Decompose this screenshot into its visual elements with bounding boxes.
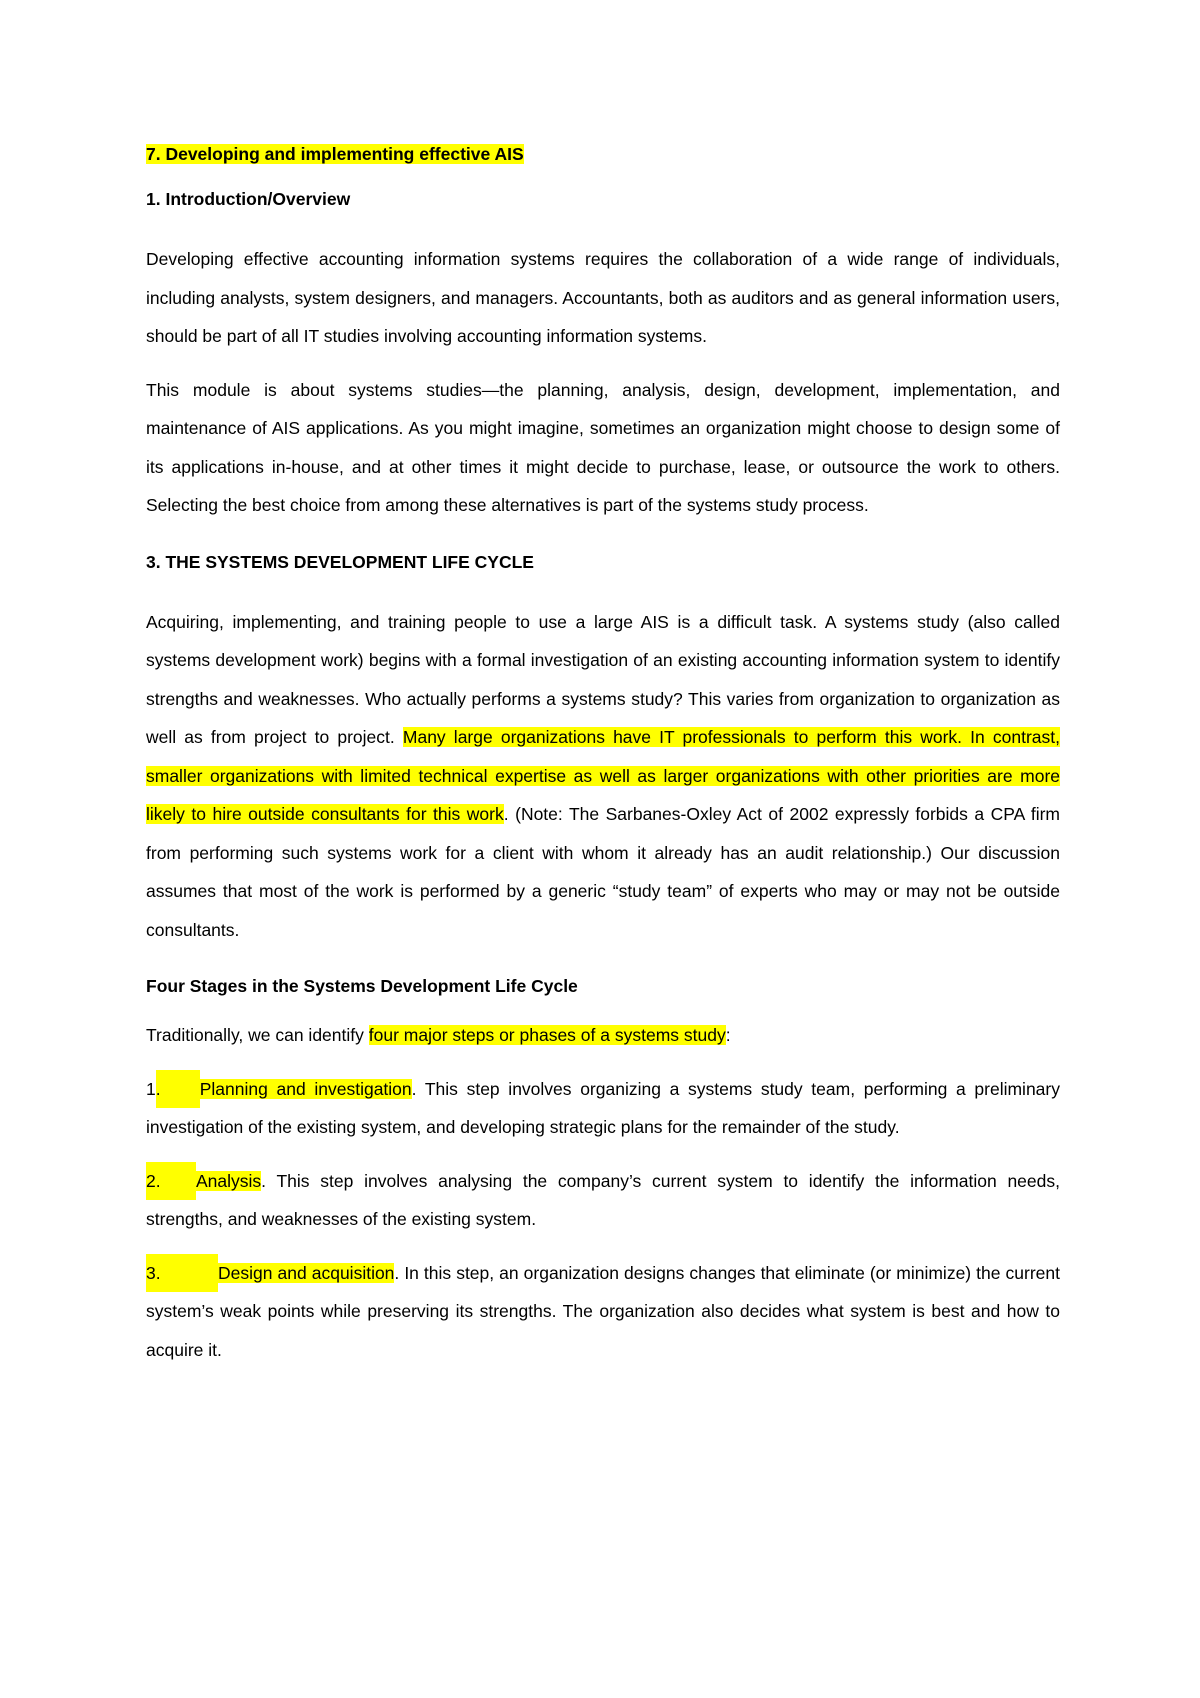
list-item-text: . In this step, an organization designs changes that eliminate (or minimize) the current system’s weak points while preserving its strengths. The organization also decides what system is best and how to acquire it.	[146, 1262, 1060, 1360]
sdlc-text-after: . (Note: The Sarbanes-Oxley Act of 2002 expressly forbids a CPA firm from performing such systems work for a client with whom it already has an audit relationship.) Our discussion assumes that most of the work is performed by a generic “study team” of experts who may or may not be outside consultants.	[146, 804, 1060, 940]
list-item-text: . This step involves analysing the company’s current system to identify the information needs, strengths, and weaknesses of the existing system.	[146, 1170, 1060, 1229]
intro-paragraph-1: Developing effective accounting information systems requires the collaboration of a wide range of individuals, including analysts, system designers, and managers. Accountants, both as auditors and as general information users, should be part of all IT studies involving accounting information systems.	[146, 249, 1060, 346]
title-highlight: 7. Developing and implementing effective AIS	[146, 144, 524, 164]
sdlc-paragraph	[146, 603, 1060, 950]
list-number-highlight: 3.	[146, 1254, 218, 1293]
document-title	[146, 144, 1060, 164]
list-number-highlight: .	[156, 1070, 200, 1109]
section-heading-introduction: 1. Introduction/Overview	[146, 189, 351, 209]
list-item	[146, 1162, 1060, 1239]
stages-intro-highlight: four major steps or phases of a systems study	[368, 1025, 726, 1045]
list-item	[146, 1254, 1060, 1370]
list-item-number	[146, 1079, 200, 1099]
list-item	[146, 1070, 1060, 1147]
list-item-term: Analysis	[196, 1170, 262, 1191]
sdlc-text-before: Acquiring, implementing, and training people to use a large AIS is a difficult task. A systems study (also called systems development work) begins with a formal investigation of an existing accounting information system to identify strengths and weaknesses. Who actually performs a systems study? This varies from organization to organization as well as from project to project.	[146, 611, 1060, 747]
list-item-term: Design and acquisition	[218, 1262, 395, 1283]
list-item-text: . This step involves organizing a systems study team, performing a preliminary investigation of the existing system, and developing strategic plans for the remainder of the study.	[146, 1078, 1060, 1137]
section-heading-sdlc: 3. THE SYSTEMS DEVELOPMENT LIFE CYCLE	[146, 551, 534, 572]
intro-paragraph-2: This module is about systems studies—the planning, analysis, design, development, implementation, and maintenance of AIS applications. As you might imagine, sometimes an organization might choose to design some of its applications in-house, and at other times it might decide to purchase, lease, or outsource the work to others. Selecting the best choice from among these alternatives is part of the systems study process.	[146, 379, 1060, 515]
list-number-plain: 1	[146, 1078, 156, 1099]
stages-heading: Four Stages in the Systems Development Life Cycle	[146, 976, 578, 996]
sdlc-text-highlight: Many large organizations have IT professionals to perform this work. In contrast, smaller organizations with limited technical expertise as well as larger organizations with other priorities are more likely to hire outside consultants for this work	[146, 727, 1060, 824]
document-body	[146, 144, 1060, 1369]
stages-intro-before: Traditionally, we can identify	[146, 1025, 369, 1045]
stages-intro	[146, 1016, 1060, 1055]
list-number-highlight: 2.	[146, 1162, 196, 1201]
stages-intro-after: :	[725, 1025, 731, 1045]
list-item-term: Planning and investigation	[199, 1078, 412, 1099]
